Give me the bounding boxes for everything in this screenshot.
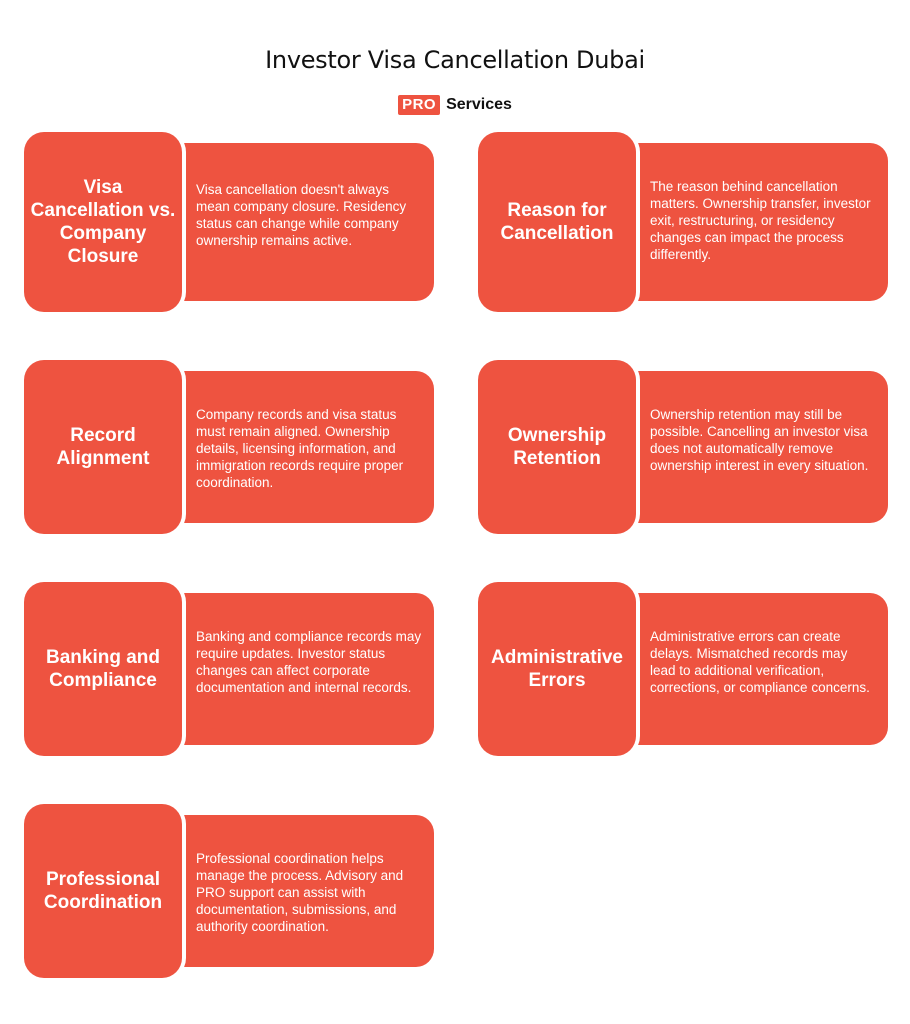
card-heading: Administrative Errors	[478, 582, 636, 756]
card-heading: Record Alignment	[24, 360, 182, 534]
card-description: Visa cancellation doesn't always mean company closure. Residency status can change while company ownership remains active.	[182, 143, 434, 301]
card-description: Administrative errors can create delays. Mismatched records may lead to additional verification, corrections, or compliance concerns.	[636, 593, 888, 745]
card-heading: Professional Coordination	[24, 804, 182, 978]
card-description: Banking and compliance records may require updates. Investor status changes can affect corporate documentation and internal records.	[182, 593, 434, 745]
card-visa-cancellation	[24, 132, 434, 312]
brand-logo: PRO	[398, 95, 440, 115]
card-professional-coordination	[24, 804, 434, 978]
card-ownership-retention	[478, 360, 888, 534]
card-administrative-errors	[478, 582, 888, 756]
card-description: Professional coordination helps manage the process. Advisory and PRO support can assist with documentation, submissions, and authority coordination.	[182, 815, 434, 967]
page-title: Investor Visa Cancellation Dubai	[265, 46, 645, 74]
card-heading: Reason for Cancellation	[478, 132, 636, 312]
brand	[0, 95, 910, 115]
brand-text: Services	[446, 96, 512, 113]
card-heading: Visa Cancellation vs. Company Closure	[24, 132, 182, 312]
card-reason-for-cancellation	[478, 132, 888, 312]
card-heading: Banking and Compliance	[24, 582, 182, 756]
card-record-alignment	[24, 360, 434, 534]
card-description: Company records and visa status must remain aligned. Ownership details, licensing information, and immigration records require proper coordination.	[182, 371, 434, 523]
card-heading: Ownership Retention	[478, 360, 636, 534]
card-description: The reason behind cancellation matters. Ownership transfer, investor exit, restructuring, or residency changes can impact the process differently.	[636, 143, 888, 301]
card-description: Ownership retention may still be possible. Cancelling an investor visa does not automatically remove ownership interest in every situation.	[636, 371, 888, 523]
card-banking-and-compliance	[24, 582, 434, 756]
